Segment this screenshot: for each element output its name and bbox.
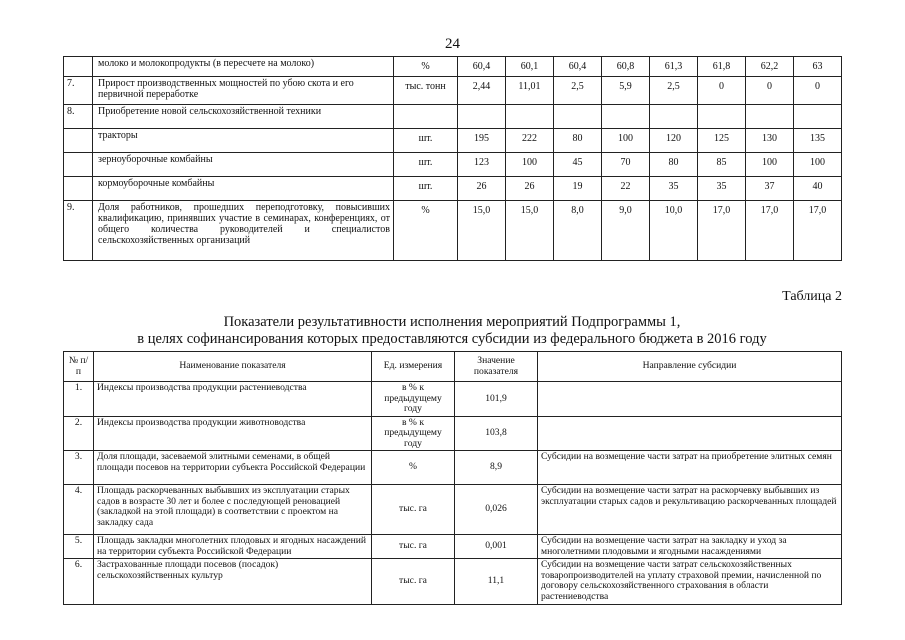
value-cell: 100: [794, 153, 842, 177]
row-number: [64, 129, 93, 153]
value-cell: 26: [458, 177, 506, 201]
value-cell: 60,8: [602, 57, 650, 77]
indicator-name: Площадь закладки многолетних плодовых и ягодных насаждений на территории субъекта Российской Федерации: [94, 535, 372, 559]
row-number: [64, 57, 93, 77]
value-cell: 60,4: [554, 57, 602, 77]
table-row: [64, 77, 842, 105]
row-number: [64, 177, 93, 201]
unit: в % к предыдущему году: [372, 382, 455, 417]
value-cell: [794, 105, 842, 129]
value-cell: 26: [506, 177, 554, 201]
value-cell: 80: [650, 153, 698, 177]
indicator-value: 103,8: [455, 416, 538, 451]
indicator-name: зерноуборочные комбайны: [93, 153, 394, 177]
value-cell: 35: [650, 177, 698, 201]
value-cell: [458, 105, 506, 129]
indicator-value: 0,001: [455, 535, 538, 559]
table-row: [64, 105, 842, 129]
indicator-name: тракторы: [93, 129, 394, 153]
indicator-value: 11,1: [455, 559, 538, 605]
value-cell: 8,0: [554, 201, 602, 261]
subsidy-direction: Субсидии на возмещение части затрат на закладку и уход за многолетними плодовыми и ягодными насаждениями: [538, 535, 842, 559]
unit: в % к предыдущему году: [372, 416, 455, 451]
page-number: 24: [445, 36, 460, 52]
indicator-value: 8,9: [455, 451, 538, 485]
value-cell: 40: [794, 177, 842, 201]
indicator-name: Доля работников, прошедших переподготовку, повысивших квалификацию, принявших участие в семинарах, конференциях, от общего количества руководителей и специалистов сельскохозяйственных организаций: [93, 201, 394, 261]
table-row: [64, 177, 842, 201]
value-cell: [506, 105, 554, 129]
unit: шт.: [394, 153, 458, 177]
value-cell: [554, 105, 602, 129]
table-row: [64, 451, 842, 485]
row-number: 6.: [64, 559, 94, 605]
value-cell: 100: [506, 153, 554, 177]
value-cell: 19: [554, 177, 602, 201]
value-cell: 61,3: [650, 57, 698, 77]
header-value: Значение показателя: [455, 352, 538, 382]
value-cell: 195: [458, 129, 506, 153]
value-cell: 100: [746, 153, 794, 177]
value-cell: 222: [506, 129, 554, 153]
row-number: 1.: [64, 382, 94, 417]
indicator-value: 0,026: [455, 485, 538, 535]
value-cell: [698, 105, 746, 129]
row-number: 9.: [64, 201, 93, 261]
subsidy-direction: Субсидии на возмещение части затрат на приобретение элитных семян: [538, 451, 842, 485]
value-cell: 60,4: [458, 57, 506, 77]
table2-title: [63, 314, 841, 348]
table2-caption: Таблица 2: [782, 289, 842, 304]
value-cell: 63: [794, 57, 842, 77]
header-unit: Ед. измерения: [372, 352, 455, 382]
value-cell: 35: [698, 177, 746, 201]
indicator-name: Застрахованные площади посевов (посадок) сельскохозяйственных культур: [94, 559, 372, 605]
value-cell: 15,0: [458, 201, 506, 261]
unit: %: [394, 57, 458, 77]
value-cell: [650, 105, 698, 129]
table-row: [64, 201, 842, 261]
indicator-name: Прирост производственных мощностей по убою скота и его первичной переработке: [93, 77, 394, 105]
table-row: [64, 485, 842, 535]
table-row: [64, 57, 842, 77]
value-cell: 17,0: [746, 201, 794, 261]
unit: %: [394, 201, 458, 261]
value-cell: 17,0: [698, 201, 746, 261]
unit: тыс. тонн: [394, 77, 458, 105]
value-cell: 123: [458, 153, 506, 177]
unit: тыс. га: [372, 535, 455, 559]
indicator-name: Индексы производства продукции растениеводства: [94, 382, 372, 417]
value-cell: 0: [698, 77, 746, 105]
subsidy-direction: [538, 382, 842, 417]
row-number: 3.: [64, 451, 94, 485]
indicator-value: 101,9: [455, 382, 538, 417]
value-cell: 37: [746, 177, 794, 201]
value-cell: 2,5: [554, 77, 602, 105]
value-cell: 100: [602, 129, 650, 153]
value-cell: 130: [746, 129, 794, 153]
indicators-table-continued: [63, 56, 842, 261]
unit: тыс. га: [372, 559, 455, 605]
unit: тыс. га: [372, 485, 455, 535]
table-row: [64, 535, 842, 559]
row-number: 7.: [64, 77, 93, 105]
row-number: 2.: [64, 416, 94, 451]
value-cell: 0: [794, 77, 842, 105]
indicator-name: Индексы производства продукции животноводства: [94, 416, 372, 451]
value-cell: 9,0: [602, 201, 650, 261]
value-cell: 62,2: [746, 57, 794, 77]
unit: шт.: [394, 177, 458, 201]
header-num: № п/п: [64, 352, 94, 382]
header-direction: Направление субсидии: [538, 352, 842, 382]
value-cell: 45: [554, 153, 602, 177]
subsidy-direction: [538, 416, 842, 451]
value-cell: 17,0: [794, 201, 842, 261]
value-cell: 5,9: [602, 77, 650, 105]
value-cell: 0: [746, 77, 794, 105]
unit: %: [372, 451, 455, 485]
subsidy-direction: Субсидии на возмещение части затрат сельскохозяйственных товаропроизводителей на уплату страховой премии, начисленной по договору сельскохозяйственного страхования в области растениеводства: [538, 559, 842, 605]
unit: [394, 105, 458, 129]
value-cell: 85: [698, 153, 746, 177]
value-cell: 61,8: [698, 57, 746, 77]
row-number: [64, 153, 93, 177]
value-cell: 125: [698, 129, 746, 153]
indicator-name: кормоуборочные комбайны: [93, 177, 394, 201]
table2-title-line2: в целях софинансирования которых предоставляются субсидии из федерального бюджета в 2016 году: [137, 331, 767, 347]
indicator-name: Доля площади, засеваемой элитными семенами, в общей площади посевов на территории субъекта Российской Федерации: [94, 451, 372, 485]
table-row: [64, 416, 842, 451]
indicator-name: Приобретение новой сельскохозяйственной техники: [93, 105, 394, 129]
value-cell: [746, 105, 794, 129]
value-cell: 10,0: [650, 201, 698, 261]
value-cell: 70: [602, 153, 650, 177]
table-row: [64, 559, 842, 605]
unit: шт.: [394, 129, 458, 153]
value-cell: 2,44: [458, 77, 506, 105]
table-row: [64, 382, 842, 417]
subsidy-direction: Субсидии на возмещение части затрат на раскорчевку выбывших из эксплуатации старых садов и рекультивацию раскорчеванных площадей: [538, 485, 842, 535]
indicator-name: Площадь раскорчеванных выбывших из эксплуатации старых садов в возрасте 30 лет и более с последующей реновацией (закладкой на этой площади) в соответствии с проектом на закладку сада: [94, 485, 372, 535]
value-cell: 135: [794, 129, 842, 153]
value-cell: 120: [650, 129, 698, 153]
value-cell: 11,01: [506, 77, 554, 105]
row-number: 8.: [64, 105, 93, 129]
value-cell: 80: [554, 129, 602, 153]
value-cell: 22: [602, 177, 650, 201]
value-cell: 15,0: [506, 201, 554, 261]
row-number: 4.: [64, 485, 94, 535]
value-cell: 60,1: [506, 57, 554, 77]
value-cell: [602, 105, 650, 129]
value-cell: 2,5: [650, 77, 698, 105]
table-row: [64, 129, 842, 153]
table-row: [64, 153, 842, 177]
indicator-name: молоко и молокопродукты (в пересчете на молоко): [93, 57, 394, 77]
header-name: Наименование показателя: [94, 352, 372, 382]
subsidy-indicators-table: [63, 351, 842, 605]
table2-title-line1: Показатели результативности исполнения мероприятий Подпрограммы 1,: [223, 314, 681, 330]
row-number: 5.: [64, 535, 94, 559]
